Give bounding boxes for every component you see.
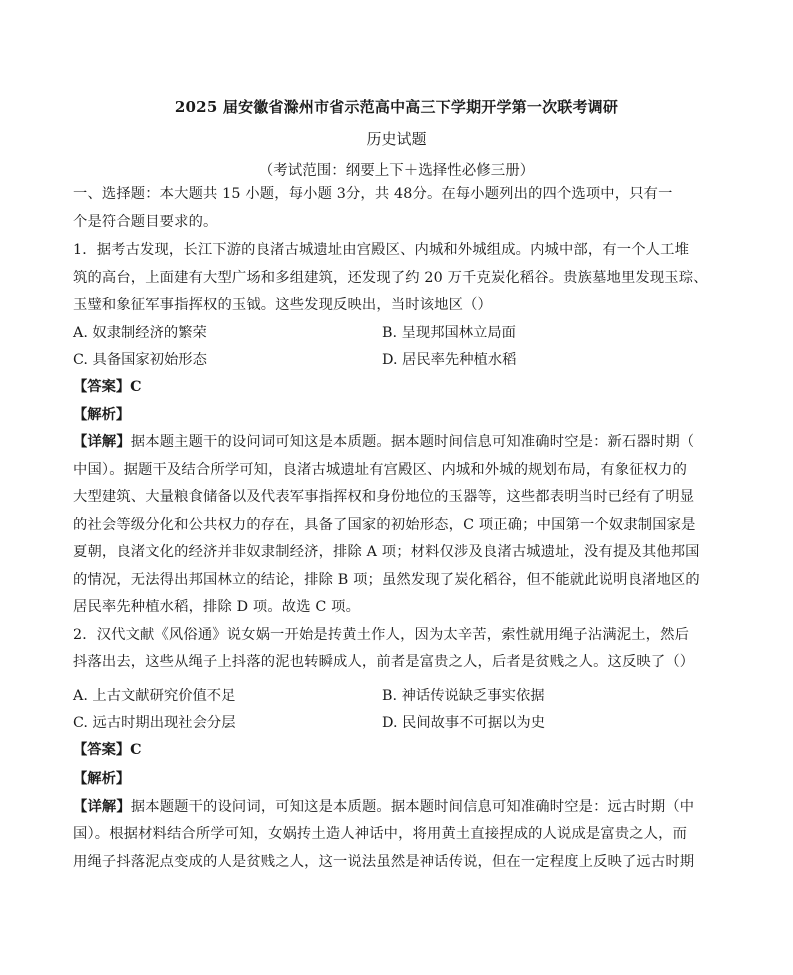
q1-analysis-label: 【解析】 bbox=[73, 407, 131, 423]
q1-option-d: D. 居民率先种植水稻 bbox=[382, 352, 517, 368]
q2-option-d: D. 民间故事不可据以为史 bbox=[382, 715, 546, 731]
q1-detail-line-6: 的情况，无法得出邦国林立的结论，排除 B 项；虽然发现了炭化稻谷，但不能就此说明良渚地区的 bbox=[73, 572, 700, 588]
q1-option-c: C. 具备国家初始形态 bbox=[73, 352, 207, 368]
q1-detail-line-1: 【详解】据本题主题干的设问词可知这是本质题。据本题时间信息可知准确时空是：新石器时期（ bbox=[73, 434, 695, 450]
q1-stem-line-3: 玉璧和象征军事指挥权的玉钺。这些发现反映出，当时该地区（） bbox=[73, 297, 492, 313]
q1-detail-line-7: 居民率先种植水稻，排除 D 项。故选 C 项。 bbox=[73, 599, 361, 615]
q2-stem-line-1: 2．汉代文献《风俗通》说女娲一开始是抟黄土作人，因为太辛苦，索性就用绳子沾满泥土，然后 bbox=[73, 627, 690, 643]
q1-detail-line-5: 夏朝，良渚文化的经济并非奴隶制经济，排除 A 项；材料仅涉及良渚古城遗址，没有提及其他邦国 bbox=[73, 544, 700, 560]
section-instruction-line-2: 个是符合题目要求的。 bbox=[73, 214, 218, 230]
q2-analysis-label: 【解析】 bbox=[73, 771, 131, 787]
q1-detail-line-3: 大型建筑、大量粮食储备以及代表军事指挥权和身份地位的玉器等，这些都表明当时已经有了明显 bbox=[73, 489, 695, 505]
q2-detail-line-1: 【详解】据本题题干的设问词，可知这是本质题。据本题时间信息可知准确时空是：远古时期（中 bbox=[73, 799, 695, 815]
q1-stem-line-2: 筑的高台，上面建有大型广场和多组建筑，还发现了约 20 万千克炭化稻谷。贵族墓地里发现玉琮、 bbox=[73, 270, 708, 286]
q2-detail-tag: 【详解】 bbox=[73, 799, 131, 815]
q1-detail-tag: 【详解】 bbox=[73, 434, 131, 450]
exam-subject: 历史试题 bbox=[366, 130, 427, 148]
q1-option-b: B. 呈现邦国林立局面 bbox=[382, 325, 516, 341]
section-instruction-line-1: 一、选择题：本大题共 15 小题，每小题 3分，共 48分。在每小题列出的四个选项中，只有一 bbox=[73, 186, 673, 202]
q2-detail-line-2: 国）。根据材料结合所学可知，女娲抟土造人神话中，将用黄土直接捏成的人说成是富贵之人，而 bbox=[73, 826, 688, 842]
q2-stem-line-2: 抖落出去，这些从绳子上抖落的泥也转瞬成人，前者是富贵之人，后者是贫贱之人。这反映了（） bbox=[73, 654, 695, 670]
q1-stem-line-1: 1．据考古发现，长江下游的良渚古城遗址由宫殿区、内城和外城组成。内城中部，有一个人工堆 bbox=[73, 242, 690, 258]
q1-detail-line-4: 的社会等级分化和公共权力的存在，具备了国家的初始形态，C 项正确；中国第一个奴隶制国家是 bbox=[73, 517, 696, 533]
exam-title: 2025 届安徽省滁州市省示范高中高三下学期开学第一次联考调研 bbox=[174, 98, 619, 116]
q2-option-a: A. 上古文献研究价值不足 bbox=[73, 688, 236, 704]
q1-option-a: A. 奴隶制经济的繁荣 bbox=[73, 325, 207, 341]
q2-detail-line-3: 用绳子抖落泥点变成的人是贫贱之人，这一说法虽然是神话传说，但在一定程度上反映了远古时期 bbox=[73, 854, 695, 870]
q1-answer: 【答案】C bbox=[73, 379, 142, 395]
exam-scope: （考试范围：纲要上下＋选择性必修三册） bbox=[258, 163, 535, 179]
q2-option-b: B. 神话传说缺乏事实依据 bbox=[382, 688, 545, 704]
q1-detail-line-2: 中国）。据题干及结合所学可知，良渚古城遗址有宫殿区、内城和外城的规划布局，有象征权力的 bbox=[73, 462, 688, 478]
q2-answer: 【答案】C bbox=[73, 742, 142, 758]
q2-option-c: C. 远古时期出现社会分层 bbox=[73, 715, 236, 731]
